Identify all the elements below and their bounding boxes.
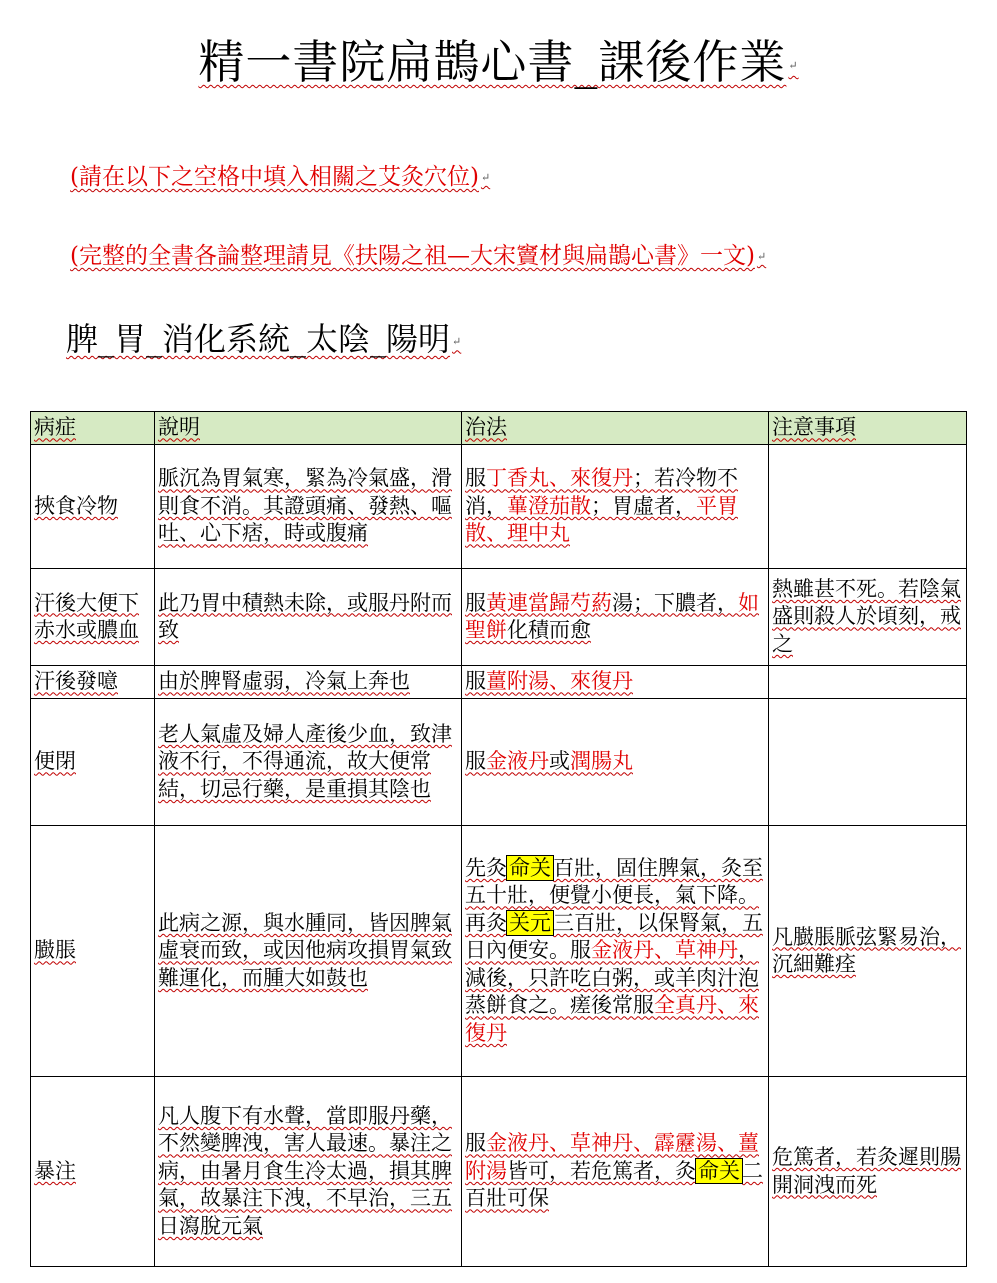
table-header-row	[31, 412, 967, 445]
acupoint-highlight: 命关	[698, 1158, 740, 1183]
header-disease: 病症	[31, 412, 155, 445]
description-cell: 脈沉為胃氣寒，緊為冷氣盛，滑則食不消。其證頭痛、發熱、嘔吐、心下痞，時或腹痛	[155, 445, 462, 569]
treatment-text: 三百壯，以保腎氣，五日內便安。服	[465, 910, 763, 963]
remedy-name: 黃連當歸芍葯	[486, 590, 612, 615]
header-description: 說明	[155, 412, 462, 445]
treatment-text: 先灸	[465, 855, 507, 880]
remedy-name: 金液丹、草神丹	[591, 938, 738, 963]
remedy-name: 薑附湯、來復丹	[486, 669, 633, 694]
caution-cell	[769, 666, 967, 699]
acupoint-highlight: 关元	[509, 910, 551, 935]
treatment-text: 服	[465, 590, 486, 615]
remedy-name: 金液丹	[486, 749, 549, 774]
description-cell: 凡人腹下有水聲，當即服丹藥，不然變脾洩，害人最速。暴注之病，由暑月食生冷太過，損其脾氣，故暴注下洩，不早治，三五日瀉脫元氣	[155, 1077, 462, 1267]
treatment-text: 百壯，固住脾氣，灸至五十壯，便覺小便長，氣下降。再灸	[465, 855, 763, 935]
caution-cell	[769, 699, 967, 826]
treatment-text: 二百壯可保	[465, 1158, 763, 1211]
treatment-cell	[462, 826, 769, 1077]
description-cell: 老人氣虛及婦人產後少血，致津液不行，不得通流，故大便常結，切忌行藥，是重損其陰也	[155, 699, 462, 826]
remedy-name: 潤腸丸	[570, 749, 633, 774]
table-row	[31, 826, 967, 1077]
treatment-table	[30, 411, 967, 1267]
treatment-text: 服	[465, 1131, 486, 1156]
treatment-text: 皆可，若危篤者，灸	[507, 1158, 696, 1183]
description-cell: 此乃胃中積熱未除，或服丹附而致	[155, 569, 462, 666]
caution-cell: 凡臌脹脈弦緊易治，沉細難痊	[769, 826, 967, 1077]
disease-cell: 臌脹	[31, 826, 155, 1077]
disease-cell: 挾食冷物	[31, 445, 155, 569]
description-cell: 此病之源，與水腫同，皆因脾氣虛衰而致，或因他病攻損胃氣致難運化，而腫大如鼓也	[155, 826, 462, 1077]
remedy-name: 蓽澄茄散	[507, 493, 591, 518]
remedy-name: 如聖餅	[465, 590, 759, 642]
remedy-name: 平胃散、理中丸	[465, 493, 738, 546]
caution-cell	[769, 445, 967, 569]
document-title: 精一書院扁鵲心書_課後作業 ↵	[198, 35, 799, 89]
reference-note: (完整的全書各論整理請見《扶陽之祖—大宋竇材與扁鵲心書》一文) ↵	[70, 243, 767, 269]
caution-cell: 熱雖甚不死。若陰氣盛則殺人於頃刻，戒之	[769, 569, 967, 666]
treatment-text: 服	[465, 466, 486, 491]
treatment-text: ，減後，只許吃白粥，或羊肉汁泡蒸餅食之。瘥後常服	[465, 938, 759, 1018]
table-row	[31, 1077, 967, 1267]
treatment-cell	[462, 569, 769, 666]
treatment-cell	[462, 699, 769, 826]
treatment-text: 湯；下膿者，	[612, 590, 738, 615]
acupoint-highlight: 命关	[509, 855, 551, 880]
treatment-text: ；胃虛者，	[591, 493, 696, 518]
disease-cell: 暴注	[31, 1077, 155, 1267]
instruction-note: (請在以下之空格中填入相關之艾灸穴位) ↵	[70, 164, 491, 190]
header-treatment: 治法	[462, 412, 769, 445]
table-row	[31, 445, 967, 569]
paragraph-mark-icon: ↵	[788, 59, 799, 72]
treatment-text: ；若冷物不消，	[465, 466, 738, 518]
paragraph-mark-icon: ↵	[452, 334, 462, 348]
table-row	[31, 699, 967, 826]
treatment-text: 或	[549, 749, 570, 774]
table-row	[31, 569, 967, 666]
disease-cell: 便閉	[31, 699, 155, 826]
disease-cell: 汗後發噫	[31, 666, 155, 699]
section-title: 脾_胃_消化系統_太陰_陽明 ↵	[66, 320, 462, 358]
treatment-text: 服	[465, 669, 486, 694]
table-row	[31, 666, 967, 699]
treatment-text: 服	[465, 749, 486, 774]
remedy-name: 全真丹、來復丹	[465, 993, 759, 1045]
caution-cell: 危篤者，若灸遲則腸開洞洩而死	[769, 1077, 967, 1267]
header-caution: 注意事項	[769, 412, 967, 445]
paragraph-mark-icon: ↵	[480, 171, 491, 184]
remedy-name: 金液丹、草神丹、霹靂湯、薑附湯	[465, 1131, 759, 1183]
treatment-text: 化積而愈	[507, 618, 591, 642]
treatment-cell	[462, 445, 769, 569]
treatment-cell	[462, 1077, 769, 1267]
remedy-name: 丁香丸、來復丹	[486, 466, 633, 491]
treatment-cell	[462, 666, 769, 699]
disease-cell: 汗後大便下赤水或膿血	[31, 569, 155, 666]
paragraph-mark-icon: ↵	[756, 250, 767, 263]
description-cell: 由於脾腎虛弱，冷氣上奔也	[155, 666, 462, 699]
